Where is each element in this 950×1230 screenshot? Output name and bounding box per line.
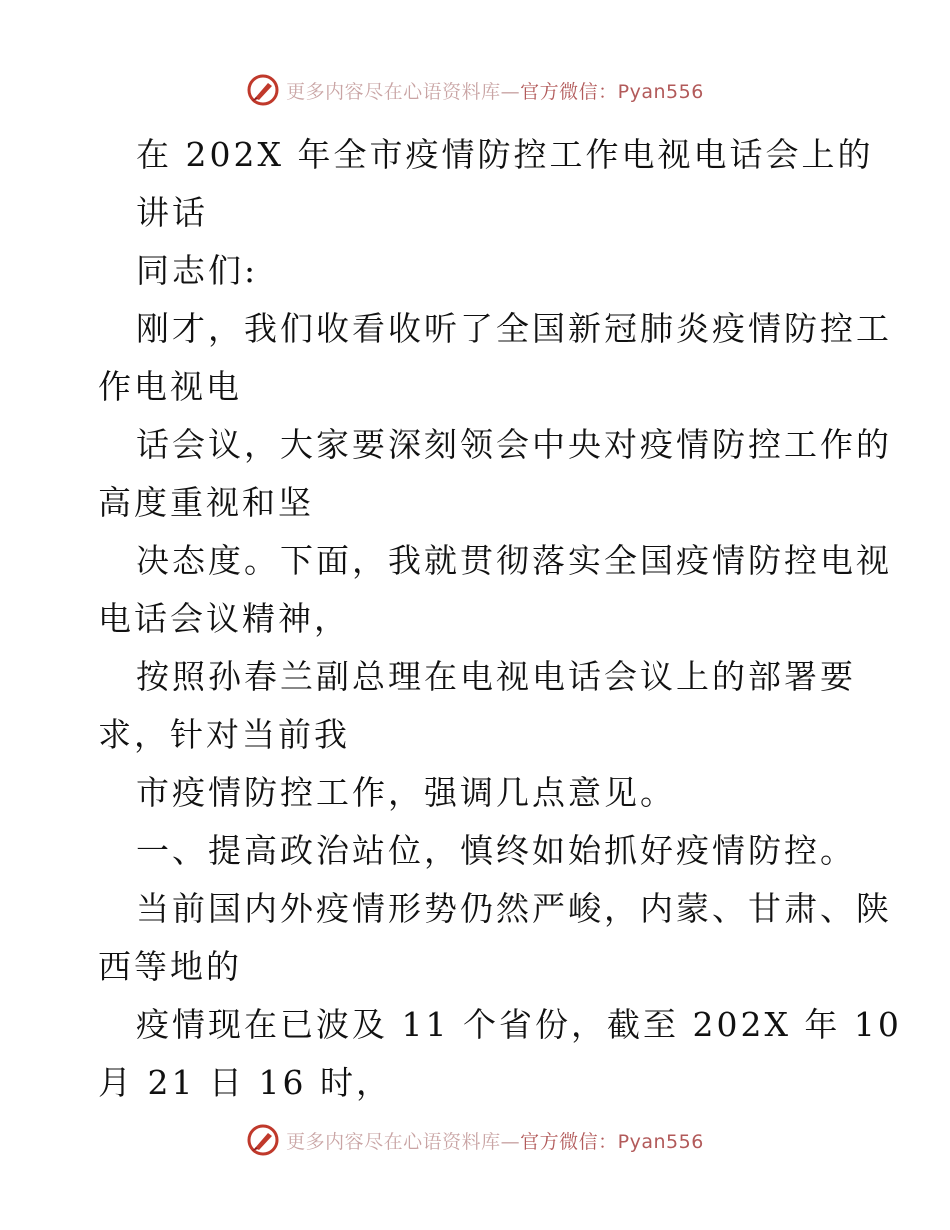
watermark-main-text: 更多内容尽在心语资料库: [286, 1130, 501, 1153]
doc-line: 作电视电: [98, 367, 242, 406]
pen-in-circle-logo-icon: [246, 73, 280, 107]
watermark-separator: —: [500, 1130, 521, 1153]
document-body: [98, 126, 902, 1112]
doc-line: 按照孙春兰副总理在电视电话会议上的部署要: [136, 657, 856, 696]
watermark-separator: —: [500, 80, 521, 103]
doc-line: 高度重视和坚: [98, 483, 314, 522]
watermark-wechat-text: 官方微信：Pyan556: [520, 1130, 704, 1153]
watermark-banner-top: [0, 70, 950, 110]
doc-title-line-2: 讲话: [136, 193, 208, 232]
doc-line: 市疫情防控工作，强调几点意见。: [136, 773, 676, 812]
doc-line: 月 21 日 16 时，: [98, 1063, 392, 1102]
watermark-wechat-text: 官方微信：Pyan556: [520, 80, 704, 103]
doc-line: 当前国内外疫情形势仍然严峻，内蒙、甘肃、陕: [136, 889, 892, 928]
doc-line: 西等地的: [98, 947, 242, 986]
watermark-banner-bottom: [0, 1120, 950, 1160]
doc-line: 刚才，我们收看收听了全国新冠肺炎疫情防控工: [136, 309, 892, 348]
doc-line: 电话会议精神，: [98, 599, 350, 638]
doc-line: 话会议，大家要深刻领会中央对疫情防控工作的: [136, 425, 892, 464]
doc-line: 疫情现在已波及 11 个省份，截至 202X 年 10: [136, 1005, 902, 1044]
watermark-main-text: 更多内容尽在心语资料库: [286, 80, 501, 103]
doc-title-line-1: 在 202X 年全市疫情防控工作电视电话会上的: [136, 135, 874, 174]
doc-line: 决态度。下面，我就贯彻落实全国疫情防控电视: [136, 541, 892, 580]
doc-salutation: 同志们:: [136, 251, 259, 290]
doc-section-heading: 一、提高政治站位，慎终如始抓好疫情防控。: [136, 831, 856, 870]
doc-line: 求，针对当前我: [98, 715, 350, 754]
pen-in-circle-logo-icon: [246, 1123, 280, 1157]
